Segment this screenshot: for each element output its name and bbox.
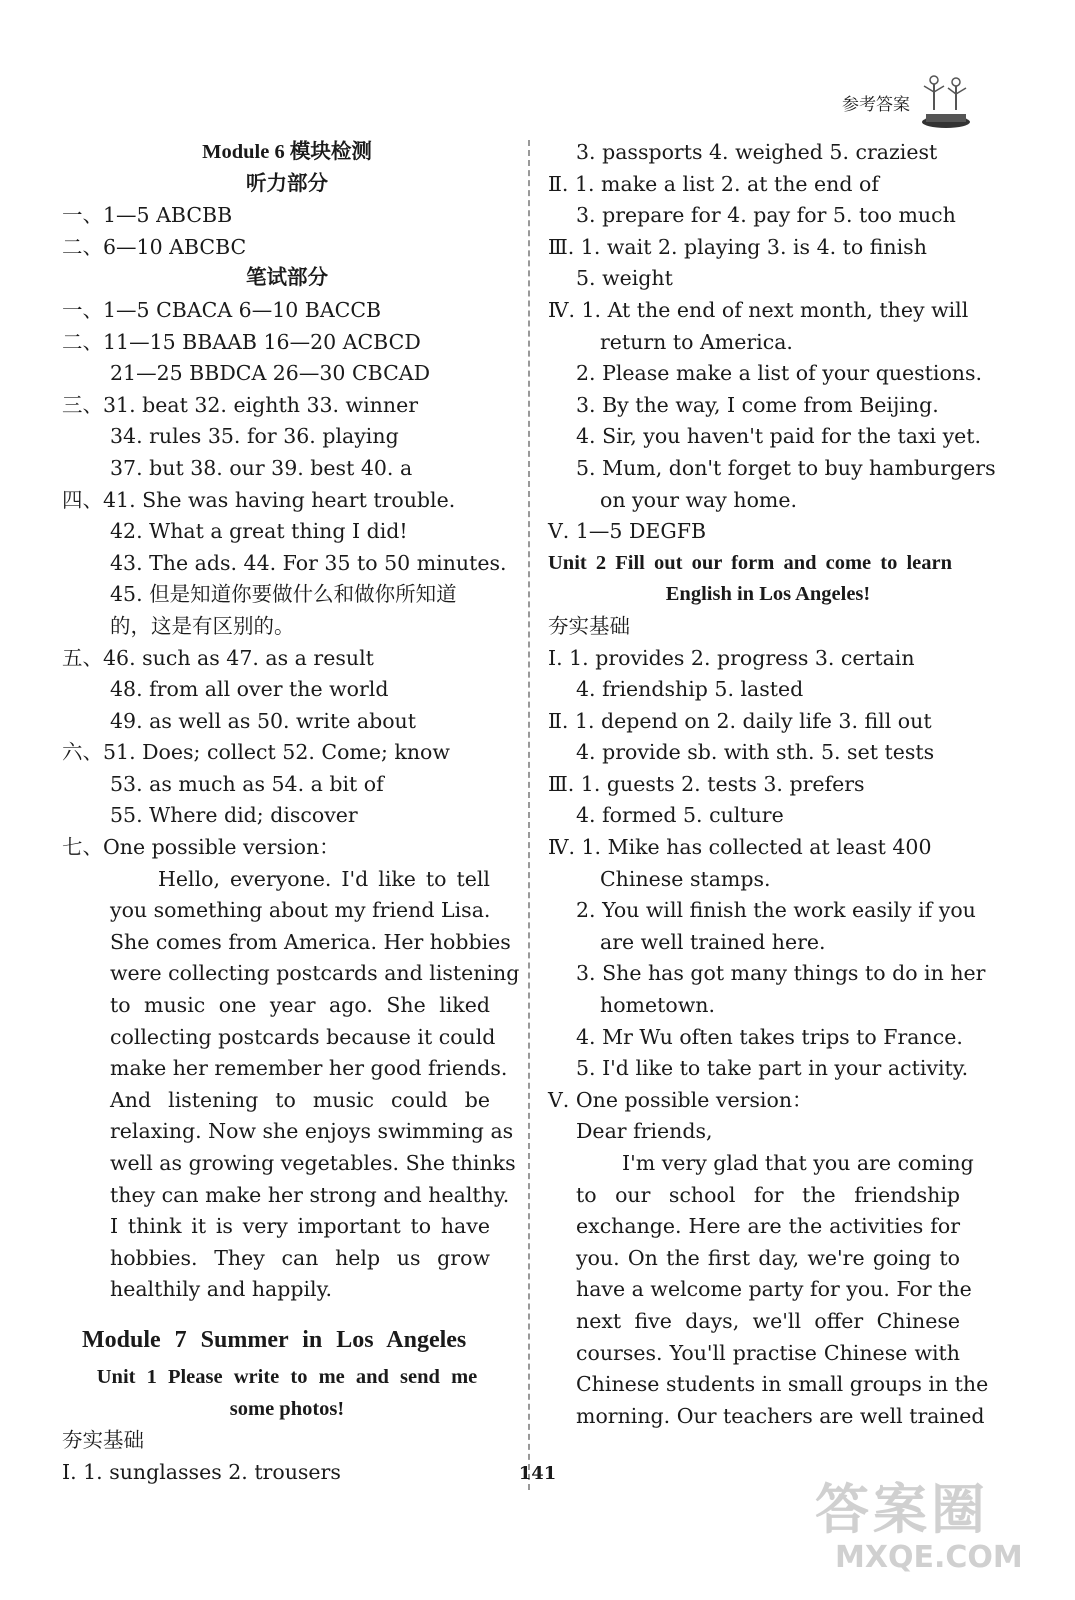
essay-line: to music one year ago. She liked: [110, 993, 490, 1018]
answer-line: 六、51. Does; collect 52. Come; know: [62, 740, 450, 765]
essay-line: they can make her strong and healthy.: [110, 1182, 510, 1207]
answer-line: 5. I'd like to take part in your activity.: [576, 1056, 969, 1081]
answer-line: 48. from all over the world: [110, 677, 389, 702]
answer-line: 2. You will finish the work easily if you: [576, 898, 976, 923]
unit2-title-cont: English in Los Angeles!: [665, 583, 871, 606]
answer-line: 一、1—5 ABCBB: [62, 203, 233, 228]
answer-line: Chinese stamps.: [600, 866, 771, 891]
answer-line: 53. as much as 54. a bit of: [110, 771, 384, 796]
answer-line: 3. prepare for 4. pay for 5. too much: [576, 203, 956, 228]
listening-heading: 听力部分: [246, 172, 328, 195]
answer-line: on your way home.: [600, 487, 798, 512]
answer-line: 55. Where did; discover: [110, 803, 358, 828]
essay-line: collecting postcards because it could: [110, 1024, 496, 1049]
answer-line: are well trained here.: [600, 929, 826, 954]
answer-line: 2. Please make a list of your questions.: [576, 361, 983, 386]
answer-line: Ⅲ. 1. guests 2. tests 3. prefers: [548, 771, 865, 796]
left-column: [62, 137, 520, 1488]
letter-greeting: Dear friends,: [576, 1119, 713, 1144]
answer-line: 3. By the way, I come from Beijing.: [576, 392, 939, 417]
answer-line: 37. but 38. our 39. best 40. a: [110, 455, 413, 480]
answer-line: 四、41. She was having heart trouble.: [62, 487, 456, 512]
essay-line: were collecting postcards and listening: [110, 961, 520, 986]
letter-line: morning. Our teachers are well trained: [576, 1403, 985, 1428]
unit2-title: Unit 2 Fill out our form and come to learn: [548, 551, 953, 574]
essay-line: make her remember her good friends.: [110, 1056, 508, 1081]
letter-line: you. On the first day, we're going to: [576, 1245, 960, 1270]
essay-line: you something about my friend Lisa.: [110, 898, 491, 923]
module7-title: Module 7 Summer in Los Angeles: [82, 1326, 467, 1353]
letter-line: have a welcome party for you. For the: [576, 1277, 972, 1302]
right-column: [548, 137, 996, 1432]
answer-line: 4. provide sb. with sth. 5. set tests: [576, 740, 935, 765]
essay-line: I think it is very important to have: [110, 1214, 490, 1239]
answer-line: Ⅲ. 1. wait 2. playing 3. is 4. to finish: [548, 234, 927, 259]
answer-line: 一、1—5 CBACA 6—10 BACCB: [62, 297, 382, 322]
watermark: [815, 1480, 1055, 1590]
section-heading: 夯实基础: [548, 613, 630, 638]
answer-line: 五、46. such as 47. as a result: [62, 645, 374, 670]
answer-line: 二、11—15 BBAAB 16—20 ACBCD: [62, 329, 421, 354]
answer-line: 49. as well as 50. write about: [110, 708, 416, 733]
answer-line: 4. formed 5. culture: [576, 803, 784, 828]
answer-line: Ⅱ. 1. depend on 2. daily life 3. fill out: [548, 708, 932, 733]
answer-line: 5. Mum, don't forget to buy hamburgers: [576, 455, 996, 480]
essay-line: relaxing. Now she enjoys swimming as: [110, 1119, 514, 1144]
answer-line: 二、6—10 ABCBC: [62, 234, 247, 259]
answer-line: 4. Sir, you haven't paid for the taxi yet.: [576, 424, 982, 449]
answer-line: hometown.: [600, 993, 715, 1018]
answer-line: Ⅰ. 1. provides 2. progress 3. certain: [548, 645, 915, 670]
answer-line: Ⅰ. 1. sunglasses 2. trousers: [62, 1459, 341, 1484]
answer-line: 4. Mr Wu often takes trips to France.: [576, 1024, 963, 1049]
letter: [548, 1148, 989, 1432]
answer-line: 3. She has got many things to do in her: [576, 961, 986, 986]
answer-line: 七、One possible version：: [62, 835, 340, 860]
answer-line: 的，这是有区别的。: [110, 613, 295, 638]
section-heading: 夯实基础: [62, 1428, 144, 1453]
module6-title: Module 6 模块检测: [202, 141, 372, 163]
page-number: 141: [518, 1463, 557, 1484]
header-emblem-icon: [920, 70, 972, 130]
answer-line: 42. What a great thing I did!: [110, 519, 408, 544]
answer-line: Ⅴ. One possible version：: [548, 1087, 813, 1112]
letter-line: I'm very glad that you are coming: [622, 1151, 974, 1175]
essay-line: well as growing vegetables. She thinks: [110, 1151, 516, 1175]
essay-line: hobbies. They can help us grow: [110, 1245, 490, 1270]
letter-line: to our school for the friendship: [576, 1182, 960, 1207]
answer-line: 3. passports 4. weighed 5. craziest: [576, 140, 938, 164]
letter-line: exchange. Here are the activities for: [576, 1214, 960, 1239]
unit1-title-cont: some photos!: [229, 1397, 345, 1420]
answer-line: 三、31. beat 32. eighth 33. winner: [62, 392, 418, 417]
answer-line: 45. 但是知道你要做什么和做你所知道: [110, 582, 457, 607]
essay-line: healthily and happily.: [110, 1277, 332, 1302]
answer-line: 5. weight: [576, 266, 673, 291]
answer-line: Ⅴ. 1—5 DEGFB: [548, 519, 707, 544]
essay-line: Hello, everyone. I'd like to tell: [158, 866, 490, 891]
essay-line: And listening to music could be: [110, 1087, 490, 1112]
answer-line: 4. friendship 5. lasted: [576, 677, 804, 702]
writing-heading: 笔试部分: [246, 267, 328, 290]
answer-line: Ⅳ. 1. At the end of next month, they will: [548, 297, 969, 322]
header-label: 参考答案: [842, 95, 910, 115]
answer-line: 34. rules 35. for 36. playing: [110, 424, 399, 449]
answer-line: Ⅳ. 1. Mike has collected at least 400: [548, 835, 932, 860]
letter-line: courses. You'll practise Chinese with: [576, 1340, 960, 1365]
answer-line: 43. The ads. 44. For 35 to 50 minutes.: [110, 550, 507, 575]
letter-line: next five days, we'll offer Chinese: [576, 1308, 960, 1333]
essay: [62, 864, 520, 1306]
answer-line: 21—25 BBDCA 26—30 CBCAD: [110, 361, 431, 386]
letter-line: Chinese students in small groups in the: [576, 1372, 989, 1397]
essay-line: She comes from America. Her hobbies: [110, 929, 511, 954]
unit1-title: Unit 1 Please write to me and send me: [96, 1365, 478, 1388]
watermark-site: MXQE.COM: [835, 1540, 1023, 1575]
column-divider: [528, 140, 530, 1490]
watermark-logo: 答案圈: [815, 1478, 989, 1541]
answer-line: return to America.: [600, 329, 793, 354]
answer-line: Ⅱ. 1. make a list 2. at the end of: [548, 171, 879, 196]
